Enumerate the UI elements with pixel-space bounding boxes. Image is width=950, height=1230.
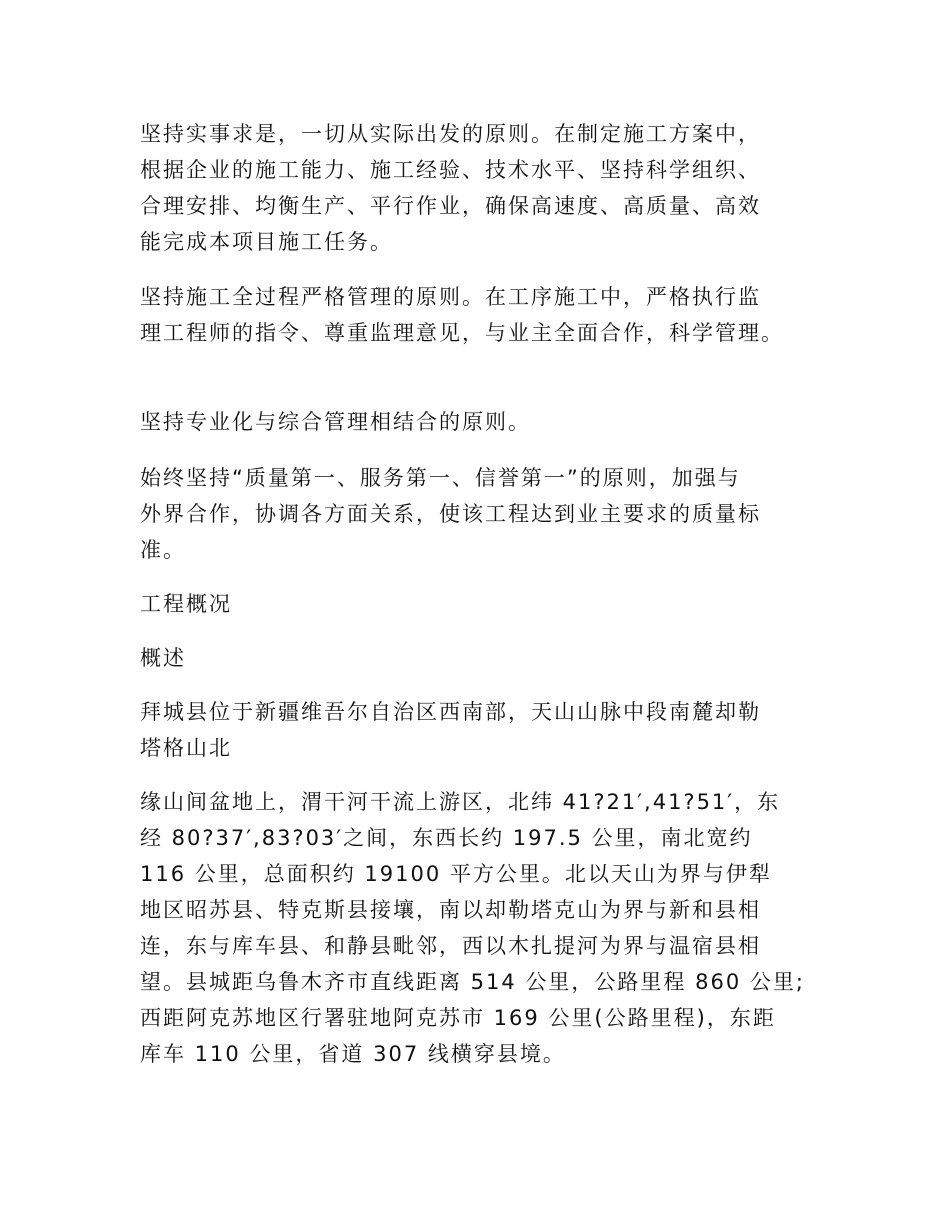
text-line: 能完成本项目施工任务。 xyxy=(140,230,393,254)
paragraph-principle-management xyxy=(140,279,830,351)
text-line: 工程概况 xyxy=(140,592,232,616)
text-line: 坚持专业化与综合管理相结合的原则。 xyxy=(140,410,531,434)
paragraph-geography xyxy=(140,784,830,1072)
text-line: 理工程师的指令、尊重监理意见，与业主全面合作，科学管理。 xyxy=(140,321,784,345)
text-line: 外界合作，协调各方面关系，使该工程达到业主要求的质量标 xyxy=(140,502,761,526)
text-line: 库车 110 公里，省道 307 线横穿县境。 xyxy=(140,1042,566,1066)
text-line: 西距阿克苏地区行署驻地阿克苏市 169 公里(公路里程)，东距 xyxy=(140,1006,776,1030)
paragraph-principle-practical xyxy=(140,116,830,260)
text-line: 塔格山北 xyxy=(140,736,232,760)
paragraph-principle-specialization xyxy=(140,404,830,440)
text-line: 概述 xyxy=(140,646,186,670)
text-line: 坚持实事求是，一切从实际出发的原则。在制定施工方案中， xyxy=(140,122,761,146)
text-line: 地区昭苏县、特克斯县接壤，南以却勒塔克山为界与新和县相 xyxy=(140,898,761,922)
paragraph-location xyxy=(140,694,830,766)
text-line: 合理安排、均衡生产、平行作业，确保高速度、高质量、高效 xyxy=(140,194,761,218)
text-line: 拜城县位于新疆维吾尔自治区西南部，天山山脉中段南麓却勒 xyxy=(140,700,761,724)
text-line: 根据企业的施工能力、施工经验、技术水平、坚持科学组织、 xyxy=(140,158,761,182)
text-line: 始终坚持“质量第一、服务第一、信誉第一”的原则，加强与 xyxy=(140,466,741,490)
text-line: 连，东与库车县、和静县毗邻，西以木扎提河为界与温宿县相 xyxy=(140,934,761,958)
text-line: 坚持施工全过程严格管理的原则。在工序施工中，严格执行监 xyxy=(140,285,761,309)
heading-project-overview xyxy=(140,586,830,622)
paragraph-principle-quality xyxy=(140,460,830,568)
text-line: 116 公里，总面积约 19100 平方公里。北以天山为界与伊犁 xyxy=(140,862,772,886)
text-line: 准。 xyxy=(140,538,186,562)
text-line: 经 80?37′,83?03′之间，东西长约 197.5 公里，南北宽约 xyxy=(140,826,753,850)
text-line: 望。县城距乌鲁木齐市直线距离 514 公里，公路里程 860 公里; xyxy=(140,970,805,994)
heading-summary xyxy=(140,640,830,676)
text-line: 缘山间盆地上，渭干河干流上游区，北纬 41?21′,41?51′，东 xyxy=(140,790,781,814)
